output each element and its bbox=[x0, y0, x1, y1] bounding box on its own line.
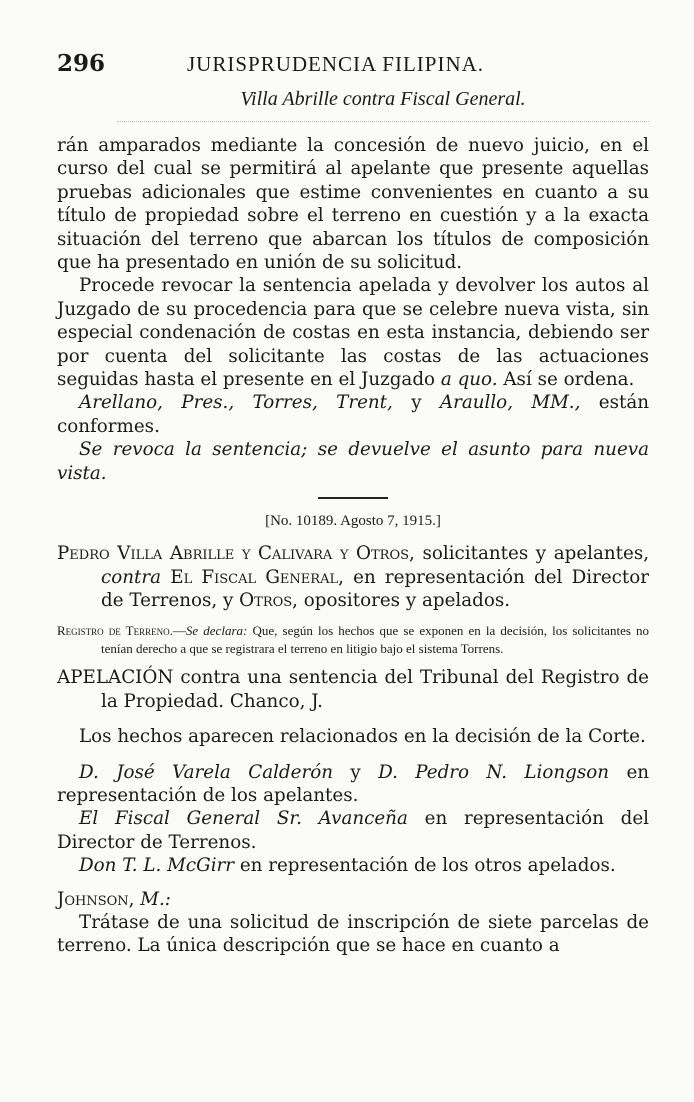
syllabus-declares: Se declara: bbox=[185, 623, 248, 639]
judge-title: M.: bbox=[140, 888, 171, 910]
appeal-line bbox=[57, 666, 649, 713]
appellants: Pedro Villa Abrille y Calivara y Otros, bbox=[57, 543, 415, 565]
appeal-heading: APELACIÓN bbox=[57, 667, 174, 689]
page-number: 296 bbox=[57, 50, 106, 77]
judge-name: Johnson, bbox=[57, 888, 135, 910]
concurring-justices: Arellano, Pres., Torres, Trent, bbox=[79, 392, 393, 414]
facts-paragraph: Los hechos aparecen relacionados en la decisión de la Corte. bbox=[79, 726, 646, 748]
a-quo: a quo. bbox=[440, 369, 498, 391]
paragraph-concurrence bbox=[57, 391, 649, 438]
section-divider bbox=[318, 497, 388, 499]
syllabus-text: Que, según los hechos que se exponen en la decisión, los solicitantes no tenían derecho a que se registrara el terreno en litigio bajo el sistema Torrens. bbox=[101, 623, 650, 657]
others-role: opositores y apelados. bbox=[303, 589, 511, 611]
paragraph-continuation: rán amparados mediante la concesión de nuevo juicio, en el curso del cual se permitirá al apelante que presente aquellas pruebas adicionales que estime convenientes en cuanto a su título de propiedad sobre el terreno en cuestión y a la exacta situación del terreno que abarcan los títulos de composición que ha presentado en unión de su solicitud. bbox=[57, 135, 649, 274]
paragraph-revocation bbox=[57, 274, 649, 391]
appellee: El Fiscal General, bbox=[170, 566, 344, 588]
counsel3-role: en representación de los otros apelados. bbox=[239, 855, 616, 877]
case-subtitle: Villa Abrille contra Fiscal General. bbox=[117, 88, 649, 122]
case-number: [No. 10189. Agosto 7, 1915.] bbox=[265, 513, 441, 530]
counsel1-name2: D. Pedro N. Liongson bbox=[378, 761, 610, 783]
counsel-others bbox=[57, 854, 649, 877]
others: Otros, bbox=[239, 589, 298, 611]
syllabus bbox=[57, 622, 649, 658]
concurring-justices-2: Araullo, MM., bbox=[439, 392, 581, 414]
opinion-start: Trátase de una solicitud de inscripción de siete parcelas de terreno. La única descripción que se hace en cuanto a bbox=[57, 911, 649, 957]
concur-rest: están conformes. bbox=[57, 392, 650, 437]
contra: contra bbox=[101, 566, 162, 588]
disposition: Se revoca la sentencia; se devuelve el asunto para nueva vista. bbox=[57, 439, 649, 484]
counsel1-name: D. José Varela Calderón bbox=[79, 761, 333, 783]
appeal-text: contra una sentencia del Tribunal del Registro de la Propiedad. Chanco, J. bbox=[101, 667, 649, 712]
running-title: JURISPRUDENCIA FILIPINA. bbox=[187, 52, 485, 76]
concur-and: y bbox=[411, 392, 422, 414]
counsel3-name: Don T. L. McGirr bbox=[79, 855, 235, 877]
counsel1-and: y bbox=[350, 761, 361, 783]
document-page bbox=[57, 50, 649, 958]
syllabus-heading: Registro de Terreno.— bbox=[57, 623, 186, 639]
counsel2-role: en representación del Director de Terrenos. bbox=[57, 808, 649, 853]
case-parties bbox=[57, 542, 649, 612]
page-header bbox=[57, 50, 649, 86]
so-ordered: Así se ordena. bbox=[503, 369, 635, 391]
counsel-appellants bbox=[57, 761, 649, 808]
counsel2-name: El Fiscal General Sr. Avanceña bbox=[79, 808, 408, 830]
opinion-author bbox=[57, 888, 649, 911]
counsel-fiscal bbox=[57, 807, 649, 854]
appellee-role: en representación del Director de Terrenos, y bbox=[101, 566, 650, 611]
appellants-role: solicitantes y apelantes, bbox=[422, 543, 650, 565]
revocation-text: Procede revocar la sentencia apelada y devolver los autos al Juzgado de su procedencia para que se celebre nueva vista, sin especial condenación de costas en esta instancia, debiendo ser por cuenta del solicitante las costas de las actuaciones seguidas hasta el presente en el Juzgado bbox=[57, 275, 649, 391]
counsel1-role: en representación de los apelantes. bbox=[57, 761, 650, 806]
